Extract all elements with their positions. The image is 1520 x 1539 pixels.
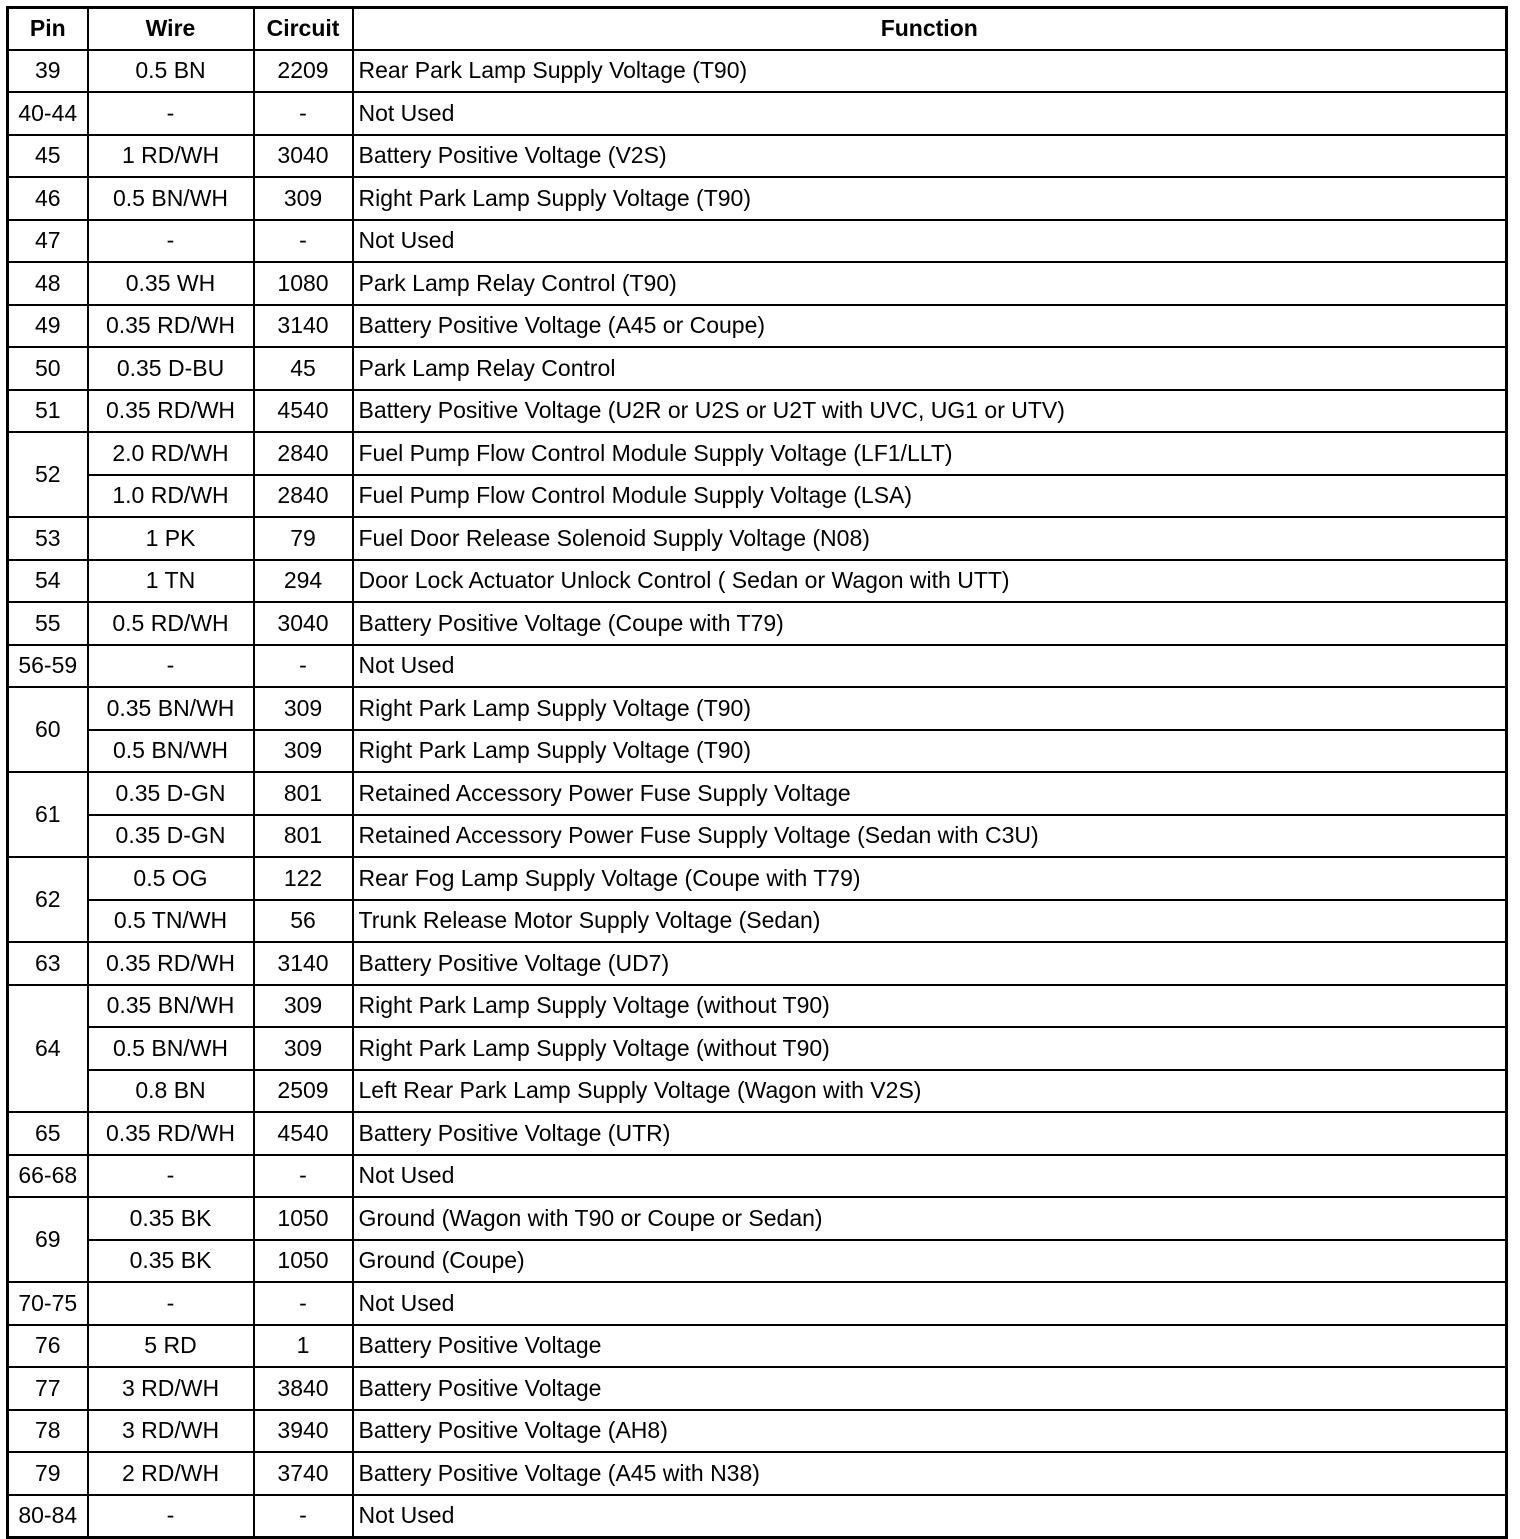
table-row bbox=[8, 1070, 1507, 1113]
pin-cell: 77 bbox=[8, 1367, 88, 1410]
circuit-cell: 3040 bbox=[254, 602, 353, 645]
function-cell: Right Park Lamp Supply Voltage (without T90) bbox=[353, 1027, 1507, 1070]
function-cell: Rear Park Lamp Supply Voltage (T90) bbox=[353, 50, 1507, 93]
wire-cell: 0.5 BN bbox=[88, 50, 254, 93]
pin-cell: 52 bbox=[8, 432, 88, 517]
function-cell: Not Used bbox=[353, 92, 1507, 135]
table-row bbox=[8, 1112, 1507, 1155]
pin-cell: 69 bbox=[8, 1197, 88, 1282]
wire-cell: 1 TN bbox=[88, 560, 254, 603]
wire-cell: 0.5 OG bbox=[88, 857, 254, 900]
circuit-cell: 801 bbox=[254, 772, 353, 815]
function-cell: Battery Positive Voltage (UTR) bbox=[353, 1112, 1507, 1155]
function-cell: Park Lamp Relay Control bbox=[353, 347, 1507, 390]
wire-cell: 0.35 BN/WH bbox=[88, 687, 254, 730]
table-row bbox=[8, 687, 1507, 730]
wire-cell: - bbox=[88, 220, 254, 263]
circuit-cell: 801 bbox=[254, 815, 353, 858]
wire-cell: 3 RD/WH bbox=[88, 1367, 254, 1410]
function-cell: Not Used bbox=[353, 645, 1507, 688]
function-cell: Battery Positive Voltage (U2R or U2S or U2T with UVC, UG1 or UTV) bbox=[353, 390, 1507, 433]
circuit-cell: 4540 bbox=[254, 390, 353, 433]
pin-cell: 56-59 bbox=[8, 645, 88, 688]
pin-cell: 61 bbox=[8, 772, 88, 857]
table-row bbox=[8, 1410, 1507, 1453]
pin-cell: 51 bbox=[8, 390, 88, 433]
wire-cell: 0.5 RD/WH bbox=[88, 602, 254, 645]
table-header bbox=[8, 8, 1507, 50]
table-row bbox=[8, 390, 1507, 433]
table-row bbox=[8, 985, 1507, 1028]
circuit-cell: 122 bbox=[254, 857, 353, 900]
wire-cell: - bbox=[88, 92, 254, 135]
circuit-cell: 1050 bbox=[254, 1240, 353, 1283]
wire-cell: 2.0 RD/WH bbox=[88, 432, 254, 475]
table-row bbox=[8, 432, 1507, 475]
table-row bbox=[8, 560, 1507, 603]
pin-cell: 79 bbox=[8, 1452, 88, 1495]
wire-cell: - bbox=[88, 645, 254, 688]
function-cell: Battery Positive Voltage bbox=[353, 1367, 1507, 1410]
header-row bbox=[8, 8, 1507, 50]
pin-cell: 47 bbox=[8, 220, 88, 263]
circuit-cell: 3940 bbox=[254, 1410, 353, 1453]
function-cell: Not Used bbox=[353, 220, 1507, 263]
function-cell: Battery Positive Voltage (AH8) bbox=[353, 1410, 1507, 1453]
circuit-cell: 56 bbox=[254, 900, 353, 943]
wire-cell: 1 RD/WH bbox=[88, 135, 254, 178]
table-row bbox=[8, 772, 1507, 815]
wire-cell: - bbox=[88, 1495, 254, 1538]
circuit-cell: 45 bbox=[254, 347, 353, 390]
table-row bbox=[8, 730, 1507, 773]
circuit-cell: 3140 bbox=[254, 305, 353, 348]
function-cell: Battery Positive Voltage (A45 with N38) bbox=[353, 1452, 1507, 1495]
table-row bbox=[8, 1027, 1507, 1070]
circuit-cell: 2840 bbox=[254, 432, 353, 475]
function-cell: Battery Positive Voltage (UD7) bbox=[353, 942, 1507, 985]
circuit-cell: 309 bbox=[254, 687, 353, 730]
circuit-cell: 1080 bbox=[254, 262, 353, 305]
function-cell: Ground (Coupe) bbox=[353, 1240, 1507, 1283]
circuit-cell: 309 bbox=[254, 177, 353, 220]
circuit-cell: 3040 bbox=[254, 135, 353, 178]
circuit-cell: - bbox=[254, 1155, 353, 1198]
table-row bbox=[8, 305, 1507, 348]
circuit-cell: 1 bbox=[254, 1325, 353, 1368]
circuit-cell: 3840 bbox=[254, 1367, 353, 1410]
table-row bbox=[8, 1367, 1507, 1410]
wire-cell: - bbox=[88, 1282, 254, 1325]
table-row bbox=[8, 177, 1507, 220]
circuit-cell: - bbox=[254, 220, 353, 263]
pin-cell: 54 bbox=[8, 560, 88, 603]
pin-cell: 63 bbox=[8, 942, 88, 985]
wire-cell: 0.35 BK bbox=[88, 1240, 254, 1283]
table-row bbox=[8, 1197, 1507, 1240]
table-body bbox=[8, 50, 1507, 1538]
pin-cell: 40-44 bbox=[8, 92, 88, 135]
circuit-cell: 3140 bbox=[254, 942, 353, 985]
wire-cell: 5 RD bbox=[88, 1325, 254, 1368]
wire-cell: 0.5 BN/WH bbox=[88, 1027, 254, 1070]
circuit-cell: 79 bbox=[254, 517, 353, 560]
pin-cell: 55 bbox=[8, 602, 88, 645]
table-row bbox=[8, 602, 1507, 645]
circuit-cell: 309 bbox=[254, 1027, 353, 1070]
wire-cell: 0.5 BN/WH bbox=[88, 730, 254, 773]
function-cell: Right Park Lamp Supply Voltage (T90) bbox=[353, 177, 1507, 220]
wire-cell: 0.35 RD/WH bbox=[88, 305, 254, 348]
function-cell: Retained Accessory Power Fuse Supply Voltage bbox=[353, 772, 1507, 815]
circuit-cell: 2209 bbox=[254, 50, 353, 93]
function-cell: Battery Positive Voltage (A45 or Coupe) bbox=[353, 305, 1507, 348]
pin-cell: 39 bbox=[8, 50, 88, 93]
header-function: Function bbox=[353, 8, 1507, 50]
table-row bbox=[8, 900, 1507, 943]
circuit-cell: 2840 bbox=[254, 475, 353, 518]
pin-cell: 62 bbox=[8, 857, 88, 942]
wire-cell: 0.8 BN bbox=[88, 1070, 254, 1113]
pin-cell: 60 bbox=[8, 687, 88, 772]
header-wire: Wire bbox=[88, 8, 254, 50]
function-cell: Battery Positive Voltage (V2S) bbox=[353, 135, 1507, 178]
circuit-cell: 294 bbox=[254, 560, 353, 603]
pin-cell: 70-75 bbox=[8, 1282, 88, 1325]
circuit-cell: - bbox=[254, 1282, 353, 1325]
table-row bbox=[8, 645, 1507, 688]
wire-cell: 1.0 RD/WH bbox=[88, 475, 254, 518]
wire-cell: 0.35 BN/WH bbox=[88, 985, 254, 1028]
circuit-cell: 4540 bbox=[254, 1112, 353, 1155]
table-row bbox=[8, 815, 1507, 858]
pin-cell: 78 bbox=[8, 1410, 88, 1453]
function-cell: Door Lock Actuator Unlock Control ( Sedan or Wagon with UTT) bbox=[353, 560, 1507, 603]
circuit-cell: 309 bbox=[254, 985, 353, 1028]
wire-cell: 3 RD/WH bbox=[88, 1410, 254, 1453]
function-cell: Left Rear Park Lamp Supply Voltage (Wagon with V2S) bbox=[353, 1070, 1507, 1113]
function-cell: Battery Positive Voltage (Coupe with T79) bbox=[353, 602, 1507, 645]
function-cell: Not Used bbox=[353, 1282, 1507, 1325]
table-row bbox=[8, 1240, 1507, 1283]
wire-cell: 0.5 TN/WH bbox=[88, 900, 254, 943]
wire-cell: 0.35 RD/WH bbox=[88, 942, 254, 985]
table-row bbox=[8, 50, 1507, 93]
table-row bbox=[8, 92, 1507, 135]
table-row bbox=[8, 1452, 1507, 1495]
pin-cell: 65 bbox=[8, 1112, 88, 1155]
table-row bbox=[8, 475, 1507, 518]
circuit-cell: - bbox=[254, 92, 353, 135]
function-cell: Park Lamp Relay Control (T90) bbox=[353, 262, 1507, 305]
function-cell: Fuel Pump Flow Control Module Supply Voltage (LSA) bbox=[353, 475, 1507, 518]
wire-cell: 1 PK bbox=[88, 517, 254, 560]
function-cell: Trunk Release Motor Supply Voltage (Sedan) bbox=[353, 900, 1507, 943]
circuit-cell: 2509 bbox=[254, 1070, 353, 1113]
wire-cell: 0.35 D-GN bbox=[88, 772, 254, 815]
pin-cell: 49 bbox=[8, 305, 88, 348]
table-row bbox=[8, 220, 1507, 263]
table-row bbox=[8, 1495, 1507, 1538]
header-circuit: Circuit bbox=[254, 8, 353, 50]
table-row bbox=[8, 1282, 1507, 1325]
circuit-cell: 1050 bbox=[254, 1197, 353, 1240]
function-cell: Battery Positive Voltage bbox=[353, 1325, 1507, 1368]
table-row bbox=[8, 1155, 1507, 1198]
function-cell: Not Used bbox=[353, 1495, 1507, 1538]
table-row bbox=[8, 942, 1507, 985]
table-row bbox=[8, 135, 1507, 178]
function-cell: Retained Accessory Power Fuse Supply Voltage (Sedan with C3U) bbox=[353, 815, 1507, 858]
table-row bbox=[8, 262, 1507, 305]
wire-cell: - bbox=[88, 1155, 254, 1198]
pin-cell: 80-84 bbox=[8, 1495, 88, 1538]
circuit-cell: - bbox=[254, 645, 353, 688]
function-cell: Right Park Lamp Supply Voltage (without T90) bbox=[353, 985, 1507, 1028]
wire-cell: 0.35 WH bbox=[88, 262, 254, 305]
circuit-cell: - bbox=[254, 1495, 353, 1538]
function-cell: Rear Fog Lamp Supply Voltage (Coupe with T79) bbox=[353, 857, 1507, 900]
pin-cell: 53 bbox=[8, 517, 88, 560]
header-pin: Pin bbox=[8, 8, 88, 50]
wire-cell: 0.35 RD/WH bbox=[88, 390, 254, 433]
wire-cell: 0.5 BN/WH bbox=[88, 177, 254, 220]
wire-cell: 0.35 RD/WH bbox=[88, 1112, 254, 1155]
circuit-cell: 309 bbox=[254, 730, 353, 773]
wire-cell: 0.35 BK bbox=[88, 1197, 254, 1240]
function-cell: Fuel Pump Flow Control Module Supply Voltage (LF1/LLT) bbox=[353, 432, 1507, 475]
circuit-cell: 3740 bbox=[254, 1452, 353, 1495]
pin-cell: 76 bbox=[8, 1325, 88, 1368]
table-row bbox=[8, 857, 1507, 900]
function-cell: Ground (Wagon with T90 or Coupe or Sedan) bbox=[353, 1197, 1507, 1240]
pin-cell: 45 bbox=[8, 135, 88, 178]
function-cell: Fuel Door Release Solenoid Supply Voltage (N08) bbox=[353, 517, 1507, 560]
function-cell: Not Used bbox=[353, 1155, 1507, 1198]
pin-cell: 64 bbox=[8, 985, 88, 1113]
wire-cell: 0.35 D-GN bbox=[88, 815, 254, 858]
pin-cell: 50 bbox=[8, 347, 88, 390]
connector-pinout-table bbox=[6, 6, 1508, 1539]
pin-cell: 46 bbox=[8, 177, 88, 220]
wire-cell: 0.35 D-BU bbox=[88, 347, 254, 390]
pin-cell: 48 bbox=[8, 262, 88, 305]
wire-cell: 2 RD/WH bbox=[88, 1452, 254, 1495]
table-row bbox=[8, 1325, 1507, 1368]
function-cell: Right Park Lamp Supply Voltage (T90) bbox=[353, 730, 1507, 773]
table-row bbox=[8, 517, 1507, 560]
pin-cell: 66-68 bbox=[8, 1155, 88, 1198]
function-cell: Right Park Lamp Supply Voltage (T90) bbox=[353, 687, 1507, 730]
table-row bbox=[8, 347, 1507, 390]
